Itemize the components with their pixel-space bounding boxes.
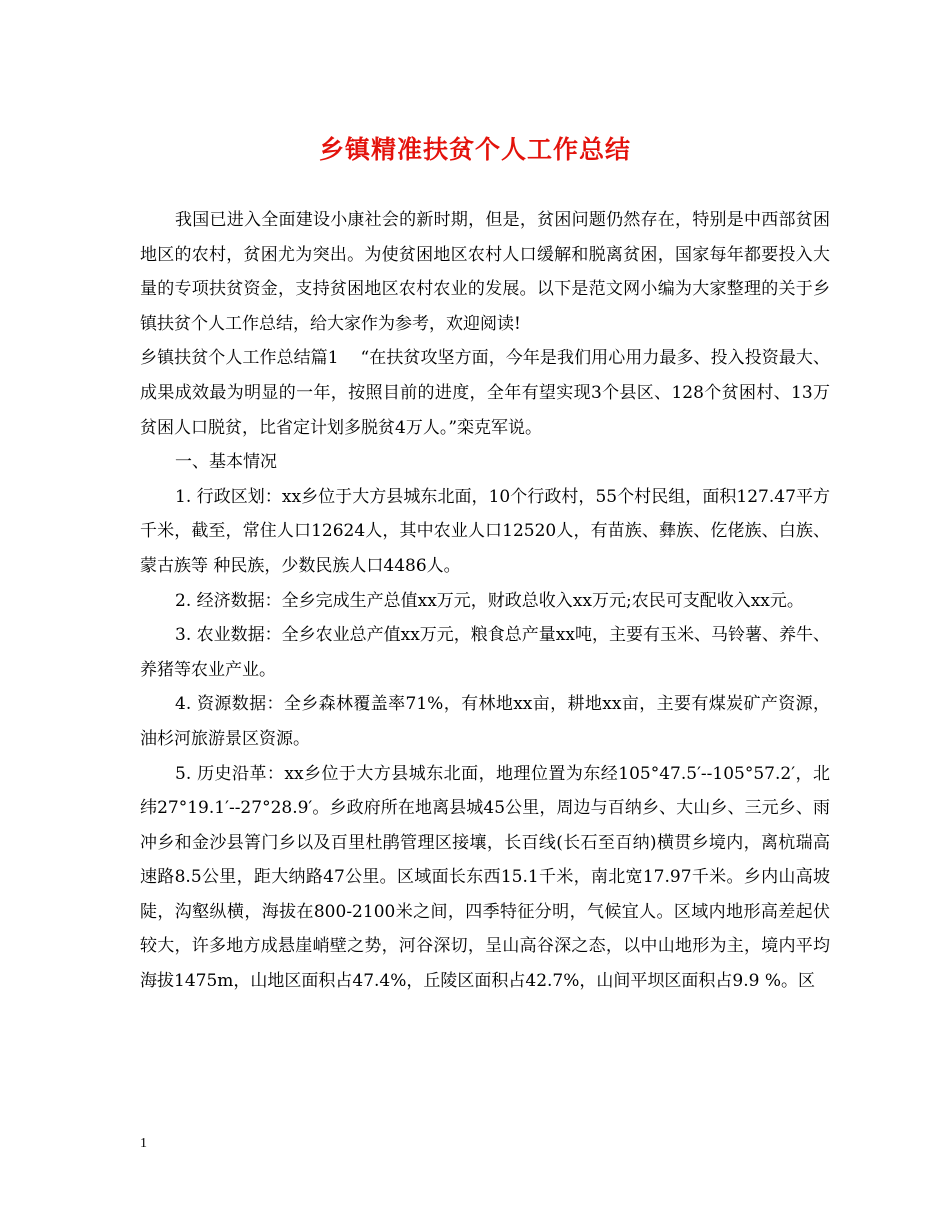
document-title: 乡镇精准扶贫个人工作总结 — [318, 135, 631, 164]
article-paragraph — [140, 341, 830, 445]
document-body — [140, 203, 830, 999]
list-item: 5. 历史沿革：xx乡位于大方县城东北面，地理位置为东经105°47.5′--105°57.2′，北纬27°19.1′--27°28.9′。乡政府所在地离县城45公里，周边与百纳乡、大山乡、三元乡、雨冲乡和金沙县箐门乡以及百里杜鹃管理区接壤，长百线(长石至百纳)横贯乡境内，离杭瑞高速路8.5公里，距大纳路47公里。区域面长东西15.1千米，南北宽17.97千米。乡内山高坡陡，沟壑纵横，海拔在800-2100米之间，四季特征分明，气候宜人。区域内地形高差起伏较大，许多地方成悬崖峭壁之势，河谷深切，呈山高谷深之态，以中山地形为主，境内平均海拔1475m，山地区面积占47.4%，丘陵区面积占42.7%，山间平坝区面积占9.9 %。区 — [140, 763, 830, 992]
list-item: 2. 经济数据：全乡完成生产总值xx万元，财政总收入xx万元;农民可支配收入xx元。 — [175, 590, 804, 611]
intro-paragraph: 我国已进入全面建设小康社会的新时期，但是，贫困问题仍然存在，特别是中西部贫困地区的农村，贫困尤为突出。为使贫困地区农村人口缓解和脱离贫困，国家每年都要投入大量的专项扶贫资金，支持贫困地区农村农业的发展。以下是范文网小编为大家整理的关于乡镇扶贫个人工作总结，给大家作为参考，欢迎阅读! — [140, 210, 830, 334]
list-item: 1. 行政区划：xx乡位于大方县城东北面，10个行政村，55个村民组，面积127.47平方千米，截至，常住人口12624人，其中农业人口12520人，有苗族、彝族、仡佬族、白族、蒙古族等 种民族，少数民族人口4486人。 — [140, 486, 830, 576]
page-number: 1 — [140, 1136, 147, 1151]
article-title: 乡镇扶贫个人工作总结篇1 — [140, 348, 339, 369]
list-item: 3. 农业数据：全乡农业总产值xx万元，粮食总产量xx吨，主要有玉米、马铃薯、养牛、养猪等农业产业。 — [140, 625, 830, 680]
list-item: 4. 资源数据：全乡森林覆盖率71%，有林地xx亩，耕地xx亩，主要有煤炭矿产资源，油杉河旅游景区资源。 — [140, 694, 830, 749]
section-heading: 一、基本情况 — [175, 452, 277, 473]
quote-text: “在扶贫攻坚方面，今年是我们用心用力最多、投入投资最大、成果成效最为明显的一年，按照目前的进度，全年有望实现3个县区、128个贫困村、13万贫困人口脱贫，比省定计划多脱贫4万人。”栾克军说。 — [140, 348, 830, 438]
